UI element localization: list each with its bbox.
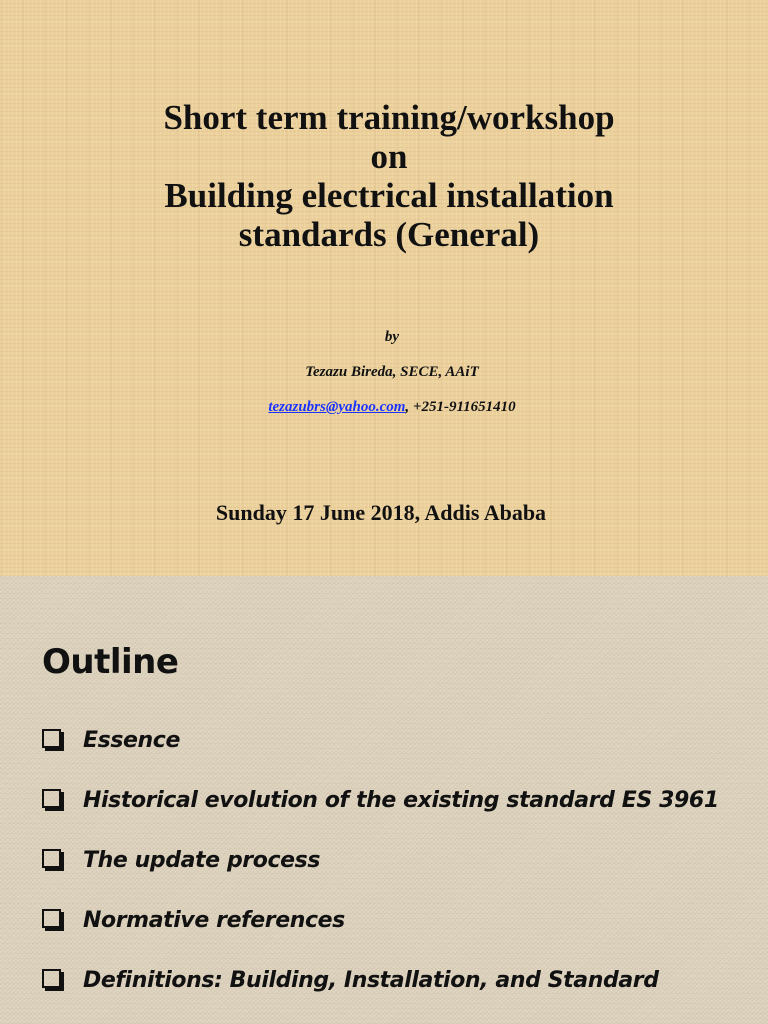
title-line: on <box>370 137 408 176</box>
checkbox-bullet-icon <box>42 789 61 808</box>
list-item-text: Normative references <box>83 908 345 933</box>
slide-title <box>0 98 768 254</box>
list-item-text: The update process <box>83 848 321 873</box>
list-item-text: Essence <box>83 728 180 753</box>
list-item <box>42 844 719 904</box>
title-line: standards (General) <box>238 215 540 254</box>
by-label: by <box>384 329 400 345</box>
list-item-text: Historical evolution of the existing standard ES 3961 <box>83 788 719 813</box>
title-line: Building electrical installation <box>164 176 614 215</box>
list-item <box>42 724 719 784</box>
title-line: Short term training/workshop <box>163 98 615 137</box>
phone-number: , +251-911651410 <box>405 399 516 415</box>
checkbox-bullet-icon <box>42 729 61 748</box>
outline-list <box>42 724 719 1024</box>
list-item-text: Definitions: Building, Installation, and Standard <box>83 968 659 993</box>
outline-heading: Outline <box>42 642 179 682</box>
author-line: Tezazu Bireda, SECE, AAiT <box>305 364 479 380</box>
checkbox-bullet-icon <box>42 849 61 868</box>
email-link[interactable]: tezazubrs@yahoo.com <box>268 399 406 415</box>
list-item <box>42 904 719 964</box>
list-item <box>42 964 719 1024</box>
contact-line <box>0 399 768 416</box>
list-item <box>42 784 719 844</box>
event-date: Sunday 17 June 2018, Addis Ababa <box>215 500 547 525</box>
checkbox-bullet-icon <box>42 969 61 988</box>
checkbox-bullet-icon <box>42 909 61 928</box>
